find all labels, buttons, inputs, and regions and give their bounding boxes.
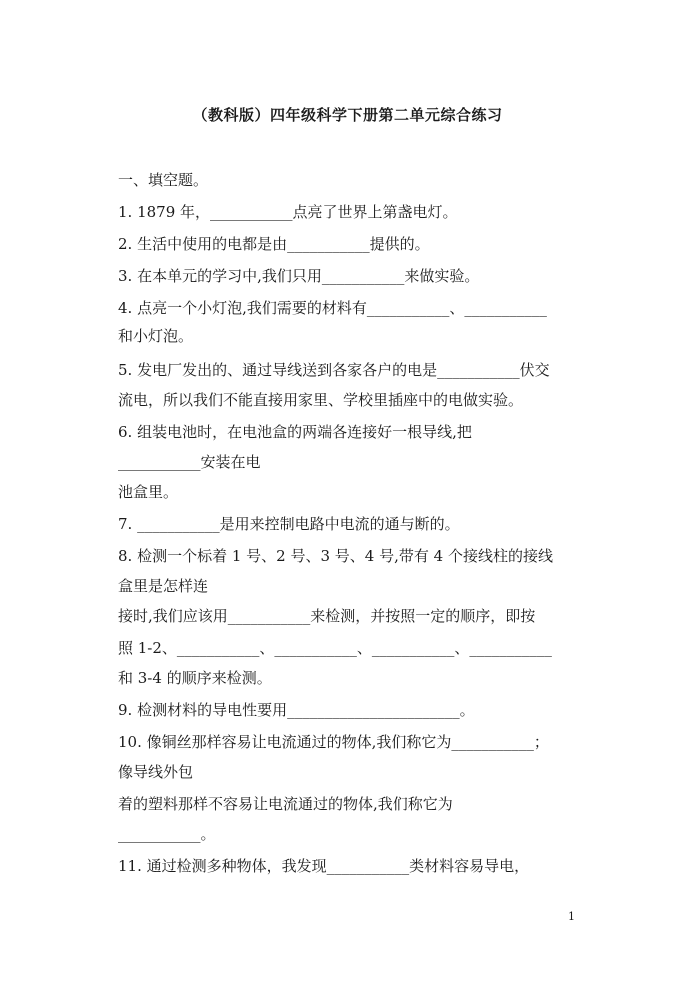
question-line: 池盒里。 xyxy=(118,483,179,501)
question-line: 11. 通过检测多种物体，我发现___________类材料容易导电， xyxy=(118,857,530,875)
question-line: 像导线外包 xyxy=(118,763,194,781)
question-line: 接时,我们应该用___________来检测，并按照一定的顺序，即按 xyxy=(118,607,536,625)
question-line: 着的塑料那样不容易让电流通过的物体,我们称它为 xyxy=(118,795,453,813)
question-line: 3. 在本单元的学习中,我们只用___________来做实验。 xyxy=(118,267,480,285)
question-line: 9. 检测材料的导电性要用_______________________。 xyxy=(118,701,475,719)
question-line: ___________。 xyxy=(118,825,216,843)
question-line: 10. 像铜丝那样容易让电流通过的物体,我们称它为___________； xyxy=(118,733,549,751)
page-number: 1 xyxy=(568,910,575,923)
question-line: 流电，所以我们不能直接用家里、学校里插座中的电做实验。 xyxy=(118,391,524,409)
question-line: 2. 生活中使用的电都是由___________提供的。 xyxy=(118,235,430,253)
question-line: 照 1-2、___________、___________、___________、___________ xyxy=(118,639,552,657)
question-line: 8. 检测一个标着 1 号、2 号、3 号、4 号,带有 4 个接线柱的接线 xyxy=(118,547,553,565)
question-line: 和 3-4 的顺序来检测。 xyxy=(118,669,272,687)
question-line: 5. 发电厂发出的、通过导线送到各家各户的电是___________伏交 xyxy=(118,361,550,379)
question-line: 7. ___________是用来控制电路中电流的通与断的。 xyxy=(118,515,460,533)
question-line: 6. 组装电池时，在电池盒的两端各连接好一根导线,把 xyxy=(118,423,472,441)
question-line: 1. 1879 年，___________点亮了世界上第盏电灯。 xyxy=(118,203,458,221)
question-line: ___________安装在电 xyxy=(118,453,261,471)
question-line: 和小灯泡。 xyxy=(118,327,194,345)
question-line: 4. 点亮一个小灯泡,我们需要的材料有___________、___________ xyxy=(118,299,547,317)
section-heading: 一、填空题。 xyxy=(118,171,209,189)
question-line: 盒里是怎样连 xyxy=(118,577,209,595)
document-title: （教科版）四年级科学下册第二单元综合练习 xyxy=(192,106,503,124)
